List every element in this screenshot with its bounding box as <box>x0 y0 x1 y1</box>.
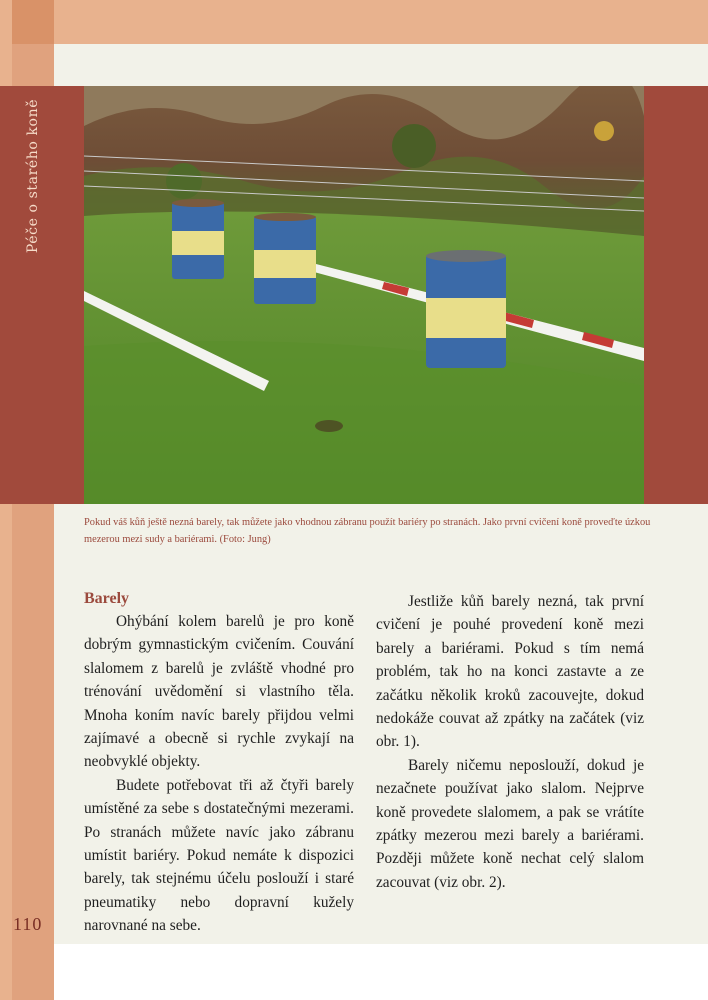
running-head <box>12 86 54 266</box>
photo-caption: Pokud váš kůň ještě nezná barely, tak můžete jako vhodnou zábranu použít bariéry po stranách. Jako první cvičení koně proveďte úzkou mezerou mezi sudy a bariérami. (Foto: Jung) <box>84 517 651 545</box>
text-column-right <box>376 590 644 894</box>
paragraph: Jestliže kůň barely nezná, tak první cvičení je pouhé provedení koně mezi barely a bariérami. Pokud s tím nemá problém, tak ho na konci zastavte a ze začátku několik kroků zacouvejte, dokud nedokáže couvat až zpátky na začátek (viz obr. 1). <box>376 593 644 751</box>
paragraph: Ohýbání kolem barelů je pro koně dobrým gymnastickým cvičením. Couvání slalomem z barelů je zvláště vhodné pro trénování uvědomění si vlastního těla. Mnoha koním navíc barely přijdou velmi zajímavé a obecně si rychle zvykají na neobvyklé objekty. <box>84 613 354 771</box>
paragraph: Barely ničemu neposlouží, dokud je nezačnete používat jako slalom. Nejprve koně provedete slalomem, a pak se vrátíte zpátky mezerou mezi barely a bariérami. Později můžete koně nechat celý slalom zacouvat (viz obr. 2). <box>376 756 644 891</box>
top-color-bar <box>0 0 708 44</box>
barrels-and-poles-photo <box>84 86 644 504</box>
section-heading: Barely <box>84 590 130 607</box>
right-photo-band <box>644 86 708 504</box>
top-bar-accent <box>12 0 54 44</box>
page-number: 110 <box>13 914 43 934</box>
text-column-left <box>84 588 354 938</box>
paragraph: Budete potřebovat tři až čtyři barely umístěné za sebe s dostatečnými mezerami. Po stranách můžete navíc jako zábranu umístit bariéry. Pokud nemáte k dispozici barely, tak stejnému účelu poslouží i staré pneumatiky nebo dopravní kužely narovnané na sebe. <box>84 776 354 935</box>
running-head-text: Péče o starého koně <box>25 98 41 254</box>
